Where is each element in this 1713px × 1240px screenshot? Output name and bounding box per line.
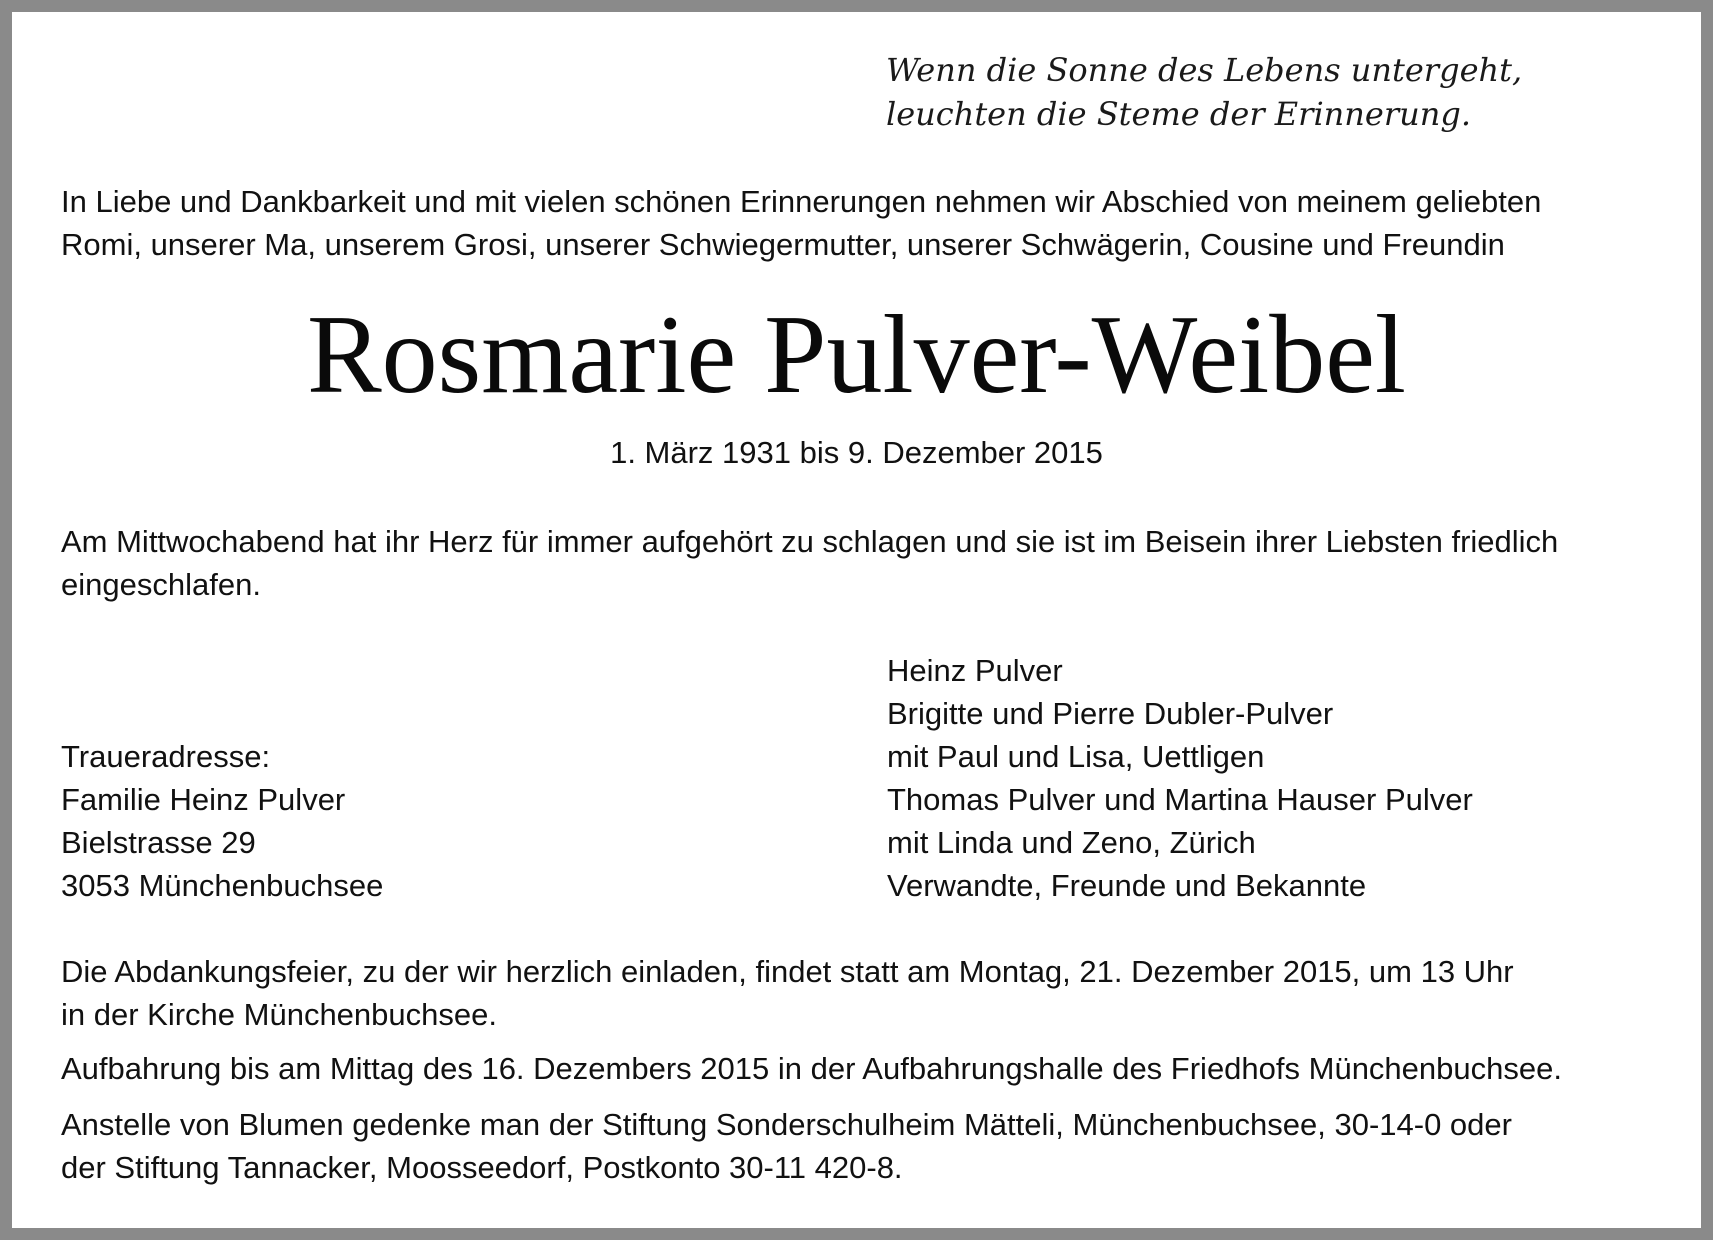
viewing-line-1: Aufbahrung bis am Mittag des 16. Dezembers 2015 in der Aufbahrungshalle des Friedhofs Münchenbuchsee. <box>61 1051 1562 1086</box>
deceased-name: Rosmarie Pulver-Weibel <box>306 293 1407 417</box>
ceremony-line-2: in der Kirche Münchenbuchsee. <box>61 997 497 1032</box>
life-dates: 1. März 1931 bis 9. Dezember 2015 <box>610 435 1103 470</box>
mourner-line: mit Paul und Lisa, Uettligen <box>887 739 1265 774</box>
intro-paragraph <box>61 180 1654 266</box>
mourners-list <box>887 649 1473 907</box>
address-label: Traueradresse: <box>61 739 271 774</box>
mourning-address <box>61 735 383 907</box>
motto-quote <box>886 48 1522 136</box>
passing-line-1: Am Mittwochabend hat ihr Herz für immer aufgehört zu schlagen und sie ist im Beisein ihrer Liebsten friedlich <box>61 524 1559 559</box>
mourner-line: mit Linda und Zeno, Zürich <box>887 825 1256 860</box>
address-street: Bielstrasse 29 <box>61 825 256 860</box>
ceremony-line-1: Die Abdankungsfeier, zu der wir herzlich einladen, findet statt am Montag, 21. Dezember 2015, um 13 Uhr <box>61 954 1514 989</box>
mourner-line: Thomas Pulver und Martina Hauser Pulver <box>887 782 1473 817</box>
address-family: Familie Heinz Pulver <box>61 782 346 817</box>
address-city: 3053 Münchenbuchsee <box>61 868 384 903</box>
mourner-line: Brigitte und Pierre Dubler-Pulver <box>887 696 1334 731</box>
viewing-paragraph <box>61 1047 1654 1090</box>
donation-paragraph <box>61 1103 1654 1189</box>
mourner-line: Heinz Pulver <box>887 653 1063 688</box>
mourner-line: Verwandte, Freunde und Bekannte <box>887 868 1367 903</box>
donation-line-1: Anstelle von Blumen gedenke man der Stiftung Sonderschulheim Mätteli, Münchenbuchsee, 30-14-0 oder <box>61 1107 1512 1142</box>
motto-line-1: Wenn die Sonne des Lebens untergeht, <box>886 51 1523 89</box>
intro-line-1: In Liebe und Dankbarkeit und mit vielen schönen Erinnerungen nehmen wir Abschied von meinem geliebten <box>61 184 1542 219</box>
donation-line-2: der Stiftung Tannacker, Moosseedorf, Postkonto 30-11 420-8. <box>61 1150 903 1185</box>
passing-line-2: eingeschlafen. <box>61 567 261 602</box>
motto-line-2: leuchten die Steme der Erinnerung. <box>886 95 1471 133</box>
passing-paragraph <box>61 520 1654 606</box>
ceremony-paragraph <box>61 950 1654 1036</box>
intro-line-2: Romi, unserer Ma, unserem Grosi, unserer Schwiegermutter, unserer Schwägerin, Cousine und Freundin <box>61 227 1505 262</box>
